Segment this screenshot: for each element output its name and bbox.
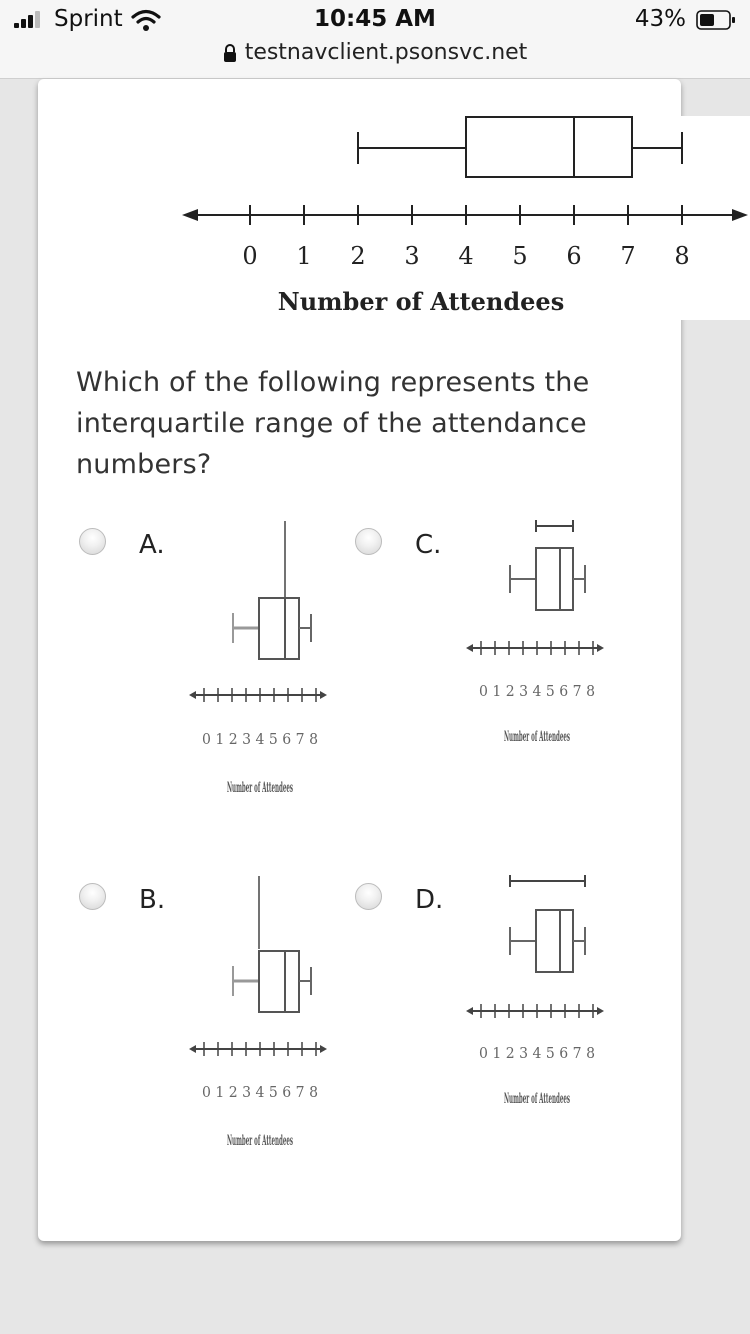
svg-text:Number of Attendees: Number of Attendees [227, 1133, 294, 1149]
tick-label-1: 1 [296, 242, 312, 270]
tick-label-4: 4 [458, 242, 474, 270]
right-arrow [732, 209, 748, 221]
clock: 10:45 AM [314, 6, 436, 32]
choice-a-label[interactable]: A. [139, 530, 165, 560]
carrier-name: Sprint [54, 6, 123, 32]
lock-icon [223, 44, 237, 62]
tick-label-0: 0 [242, 242, 258, 270]
main-box-plot [178, 116, 750, 320]
svg-text:0 1 2 3 4 5 6 7 8: 0 1 2 3 4 5 6 7 8 [479, 1044, 595, 1062]
svg-text:Number of Attendees: Number of Attendees [227, 780, 294, 796]
choice-b-box-plot[interactable] [185, 873, 335, 1158]
url-bar[interactable] [0, 40, 750, 65]
tick-label-5: 5 [512, 242, 528, 270]
choice-b-label[interactable]: B. [139, 885, 166, 915]
radio-choice-b[interactable] [79, 883, 106, 910]
x-axis-label: Number of Attendees [277, 287, 565, 316]
choice-c-label[interactable]: C. [415, 530, 442, 560]
choice-d-box-plot[interactable] [462, 870, 612, 1115]
svg-text:0 1 2 3 4 5 6 7 8: 0 1 2 3 4 5 6 7 8 [479, 682, 595, 700]
choice-c-box-plot[interactable] [462, 515, 612, 750]
tick-label-2: 2 [350, 242, 366, 270]
iqr-box [466, 117, 632, 177]
choice-a-box-plot[interactable] [185, 518, 335, 803]
battery-icon [696, 10, 736, 30]
tick-label-8: 8 [674, 242, 690, 270]
url-text: testnavclient.psonsvc.net [244, 40, 528, 65]
svg-text:0 1 2 3 4 5 6 7 8: 0 1 2 3 4 5 6 7 8 [202, 1083, 318, 1101]
question-text: Which of the following represents the interquartile range of the attendance numbers? [76, 367, 590, 480]
svg-text:Number of Attendees: Number of Attendees [504, 1091, 571, 1107]
status-bar [0, 0, 750, 79]
radio-choice-c[interactable] [355, 528, 382, 555]
tick-label-6: 6 [566, 242, 582, 270]
radio-choice-a[interactable] [79, 528, 106, 555]
left-arrow [182, 209, 198, 221]
tick-label-7: 7 [620, 242, 636, 270]
choice-d-label[interactable]: D. [415, 885, 444, 915]
tick-label-3: 3 [404, 242, 420, 270]
radio-choice-d[interactable] [355, 883, 382, 910]
svg-text:0 1 2 3 4 5 6 7 8: 0 1 2 3 4 5 6 7 8 [202, 730, 318, 748]
svg-text:Number of Attendees: Number of Attendees [504, 729, 571, 745]
battery-percent: 43% [634, 6, 686, 32]
